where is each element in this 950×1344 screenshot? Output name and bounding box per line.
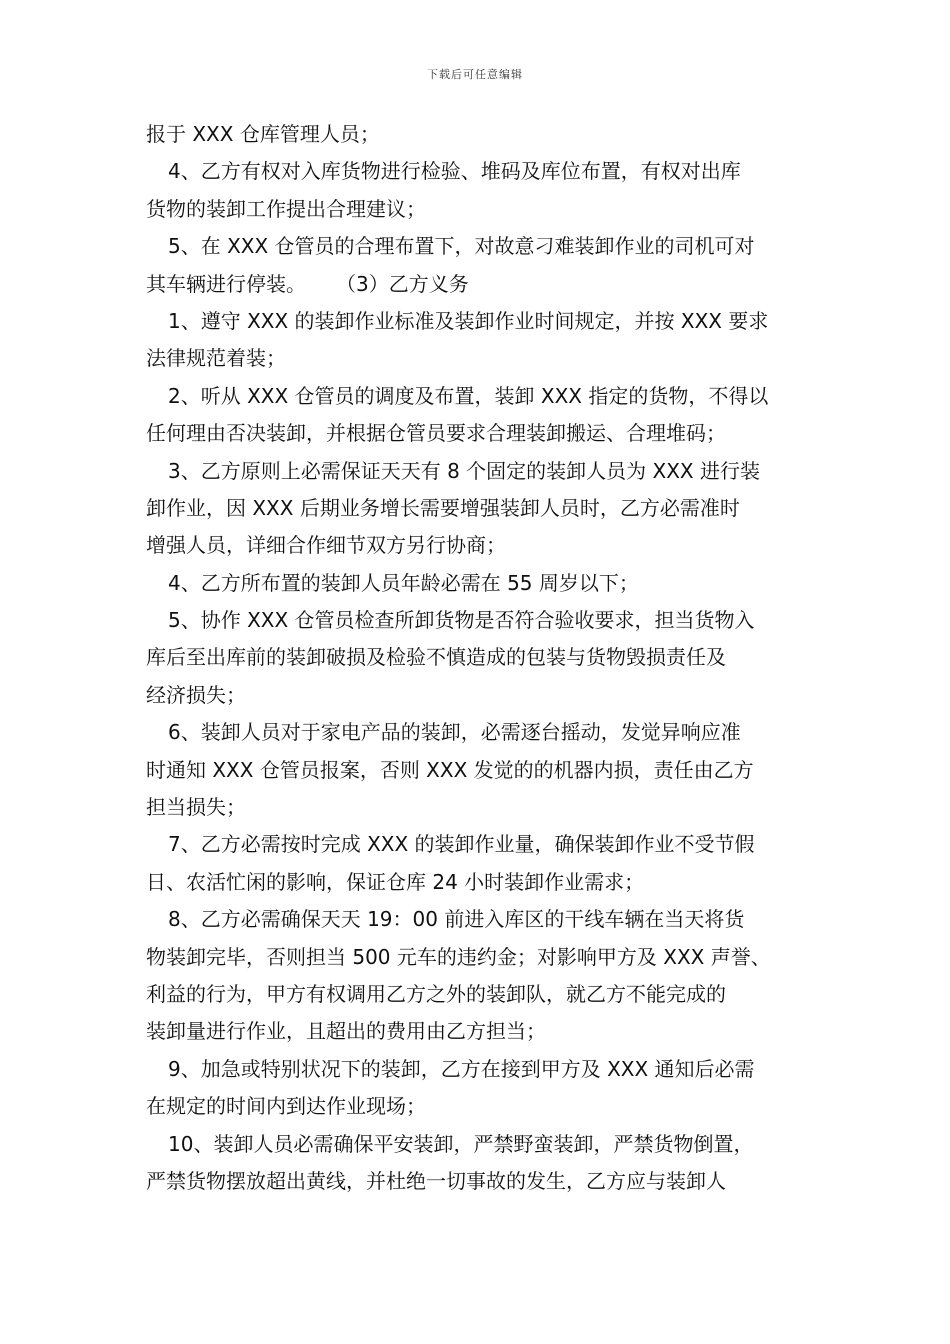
text-line: 其车辆进行停装。 xyxy=(146,271,306,296)
text-line: 日、农活忙闲的影响，保证仓库 24 小时装卸作业需求； xyxy=(146,869,645,894)
text-line: 物装卸完毕，否则担当 500 元车的违约金；对影响甲方及 XXX 声誉、 xyxy=(146,944,771,969)
text-line: 卸作业，因 XXX 后期业务增长需要增强装卸人员时，乙方必需准时 xyxy=(146,495,740,520)
text-line: 时通知 XXX 仓管员报案，否则 XXX 发觉的的机器内损，责任由乙方 xyxy=(146,757,754,782)
section-heading: （3）乙方义务 xyxy=(346,271,469,296)
text-line: 在规定的时间内到达作业现场； xyxy=(146,1094,426,1119)
text-line: 4、乙方所布置的装卸人员年龄必需在 55 周岁以下； xyxy=(168,570,639,595)
text-line: 5、在 XXX 仓管员的合理布置下，对故意刁难装卸作业的司机可对 xyxy=(168,234,755,259)
text-line: 2、听从 XXX 仓管员的调度及布置，装卸 XXX 指定的货物，不得以 xyxy=(168,383,769,408)
text-line: 报于 XXX 仓库管理人员； xyxy=(146,122,380,146)
text-line: 4、乙方有权对入库货物进行检验、堆码及库位布置，有权对出库 xyxy=(168,159,741,184)
text-line: 法律规范着装； xyxy=(146,346,286,371)
text-line: 9、加急或特别状况下的装卸，乙方在接到甲方及 XXX 通知后必需 xyxy=(168,1056,755,1081)
text-line: 3、乙方原则上必需保证天天有 8 个固定的装卸人员为 XXX 进行装 xyxy=(168,458,760,483)
text-line: 库后至出库前的装卸破损及检验不慎造成的包装与货物毁损责任及 xyxy=(146,645,726,670)
text-line: 严禁货物摆放超出黄线，并杜绝一切事故的发生，乙方应与装卸人 xyxy=(146,1168,726,1193)
text-line-with-heading xyxy=(146,266,814,303)
text-line: 8、乙方必需确保天天 19：00 前进入库区的干线车辆在当天将货 xyxy=(168,907,745,932)
text-line: 经济损失； xyxy=(146,682,246,707)
text-line: 增强人员，详细合作细节双方另行协商； xyxy=(146,533,506,558)
text-line: 7、乙方必需按时完成 XXX 的装卸作业量，确保装卸作业不受节假 xyxy=(168,832,755,857)
document-body xyxy=(146,116,814,1200)
text-line: 利益的行为，甲方有权调用乙方之外的装卸队，就乙方不能完成的 xyxy=(146,981,726,1006)
page-header: 下载后可任意编辑 xyxy=(427,68,523,81)
text-line: 1、遵守 XXX 的装卸作业标准及装卸作业时间规定，并按 XXX 要求 xyxy=(168,308,769,333)
text-line: 装卸量进行作业，且超出的费用由乙方担当； xyxy=(146,1019,546,1044)
text-line: 货物的装卸工作提出合理建议； xyxy=(146,196,426,221)
text-line: 5、协作 XXX 仓管员检查所卸货物是否符合验收要求，担当货物入 xyxy=(168,608,755,633)
text-line: 担当损失； xyxy=(146,795,246,820)
text-line: 10、装卸人员必需确保平安装卸，严禁野蛮装卸，严禁货物倒置， xyxy=(168,1131,754,1156)
text-line: 任何理由否决装卸，并根据仓管员要求合理装卸搬运、合理堆码； xyxy=(146,421,726,446)
text-line: 6、装卸人员对于家电产品的装卸，必需逐台摇动，发觉异响应准 xyxy=(168,720,741,745)
